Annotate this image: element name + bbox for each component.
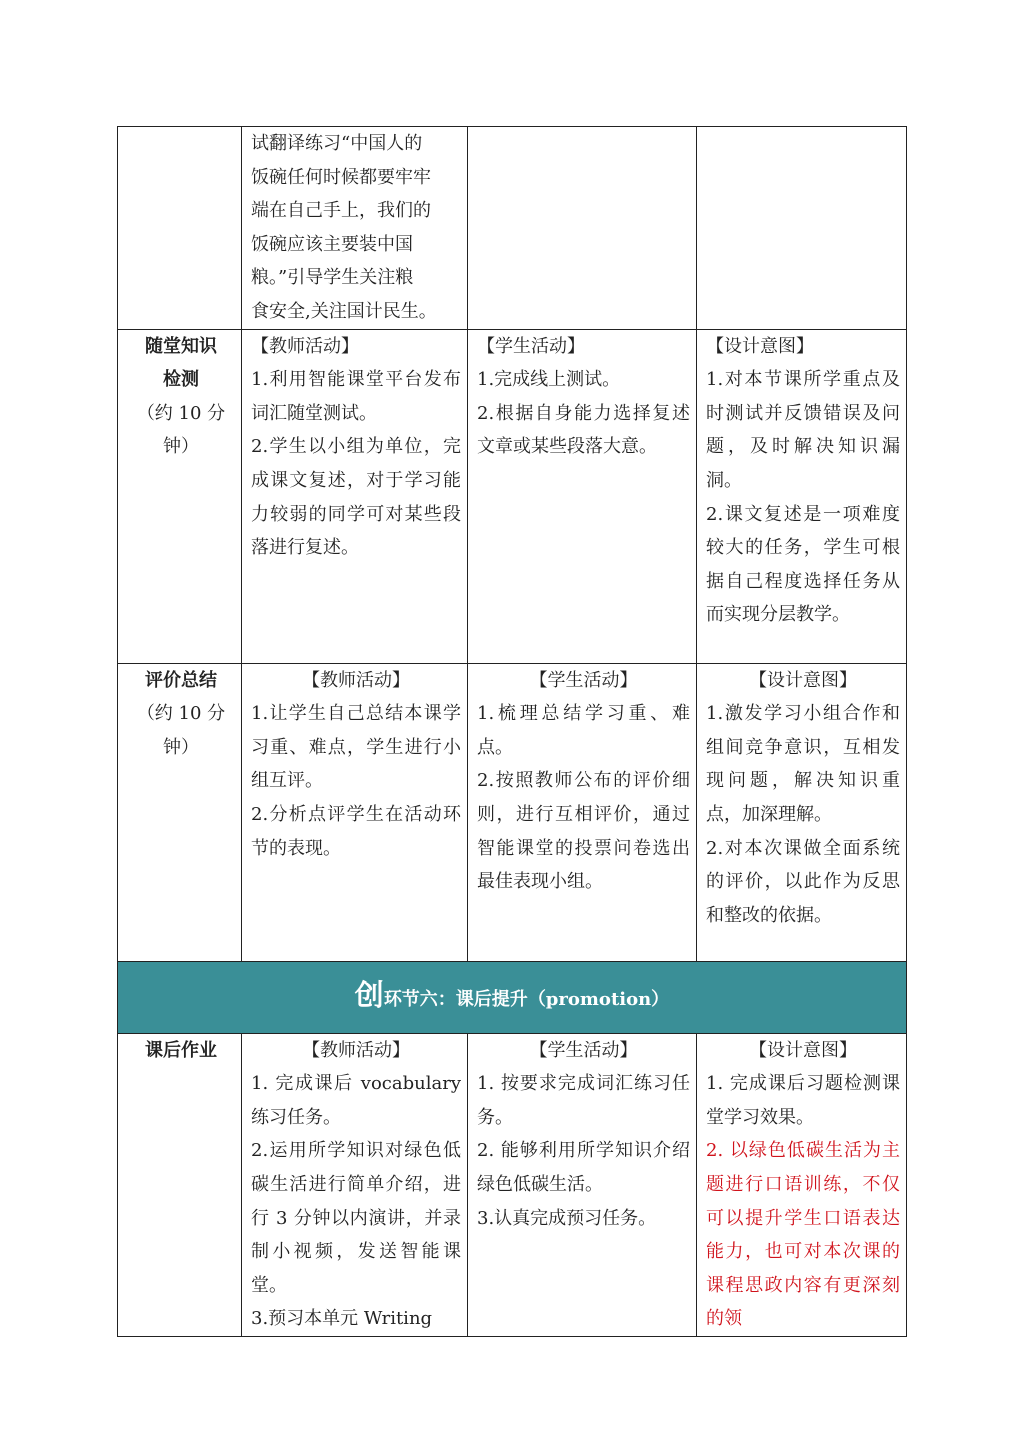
table-row-evaluation-summary bbox=[118, 663, 907, 961]
list-item: 2.分析点评学生在活动环节的表现。 bbox=[251, 803, 461, 859]
list-item: 2. 能够利用所学知识介绍绿色低碳生活。 bbox=[477, 1140, 690, 1195]
list-item: 3.预习本单元 Writing bbox=[251, 1308, 433, 1330]
teacher-activity-heading: 【教师活动】 bbox=[251, 335, 359, 357]
text-line: 试翻译练习“中国人的 bbox=[251, 133, 423, 154]
row-label-empty bbox=[118, 127, 242, 330]
student-activity-heading: 【学生活动】 bbox=[529, 669, 638, 691]
list-item: 2.根据自身能力选择复述文章或某些段落大意。 bbox=[477, 402, 690, 458]
row-label-knowledge-check bbox=[118, 329, 242, 663]
list-item: 1.梳理总结学习重、难点。 bbox=[477, 703, 690, 758]
text-line: 饭碗任何时候都要牢牢 bbox=[251, 166, 431, 188]
teacher-activity-cell bbox=[242, 329, 468, 663]
teacher-activity-heading: 【教师活动】 bbox=[302, 1039, 410, 1061]
design-intent-heading: 【设计意图】 bbox=[706, 335, 814, 357]
design-intent-cell bbox=[697, 329, 907, 663]
text-line: 粮。”引导学生关注粮 bbox=[251, 267, 414, 289]
row-label-evaluation-summary bbox=[118, 663, 242, 961]
teacher-activity-cell bbox=[242, 1033, 468, 1336]
list-item: 1. 完成课后习题检测课堂学习效果。 bbox=[706, 1073, 900, 1128]
list-item: 1.让学生自己总结本课学习重、难点，学生进行小组互评。 bbox=[251, 703, 461, 792]
student-activity-cell-empty bbox=[468, 127, 697, 330]
teacher-activity-cell bbox=[242, 663, 468, 961]
list-item: 1.利用智能课堂平台发布词汇随堂测试。 bbox=[251, 369, 461, 424]
design-intent-cell bbox=[697, 1033, 907, 1336]
student-activity-cell bbox=[468, 329, 697, 663]
banner-keyword: 创 bbox=[354, 977, 384, 1012]
design-intent-heading: 【设计意图】 bbox=[749, 669, 857, 691]
label-duration: 钟） bbox=[163, 736, 199, 758]
text-line: 食安全,关注国计民生。 bbox=[251, 300, 437, 322]
lesson-plan-table bbox=[117, 126, 907, 1337]
student-activity-heading: 【学生活动】 bbox=[529, 1039, 638, 1061]
list-item: 1.完成线上测试。 bbox=[477, 369, 621, 391]
list-item: 2.课文复述是一项难度较大的任务，学生可根据自己程度选择任务从而实现分层教学。 bbox=[706, 503, 900, 626]
banner-title: 环节六：课后提升 bbox=[383, 988, 528, 1010]
list-item: 1. 完成课后 vocabulary 练习任务。 bbox=[251, 1073, 461, 1128]
teacher-activity-heading: 【教师活动】 bbox=[302, 669, 410, 691]
label-title: 评价总结 bbox=[145, 669, 217, 691]
list-item: 2.按照教师公布的评价细则，进行互相评价，通过智能课堂的投票问卷选出最佳表现小组。 bbox=[477, 770, 690, 893]
text-line: 饭碗应该主要装中国 bbox=[251, 233, 413, 255]
list-item: 1. 按要求完成词汇练习任务。 bbox=[477, 1073, 690, 1128]
label-title: 课后作业 bbox=[145, 1039, 217, 1061]
student-activity-cell bbox=[468, 663, 697, 961]
list-item: 1.对本节课所学重点及时测试并反馈错误及问题，及时解决知识漏洞。 bbox=[706, 369, 900, 491]
label-title: 随堂知识 bbox=[145, 335, 217, 357]
design-intent-cell-empty bbox=[697, 127, 907, 330]
list-item: 3.认真完成预习任务。 bbox=[477, 1207, 657, 1229]
list-item-highlighted: 2. 以绿色低碳生活为主题进行口语训练，不仅可以提升学生口语表达能力，也可对本次课的课程思政内容有更深刻的领 bbox=[706, 1140, 900, 1330]
table-row-homework bbox=[118, 1033, 907, 1336]
label-duration: 钟） bbox=[163, 436, 199, 458]
row-label-homework bbox=[118, 1033, 242, 1336]
text-line: 端在自己手上，我们的 bbox=[251, 200, 431, 222]
section-banner-cell bbox=[118, 961, 907, 1033]
student-activity-cell bbox=[468, 1033, 697, 1336]
label-title: 检测 bbox=[163, 369, 199, 391]
list-item: 1.激发学习小组合作和组间竞争意识，互相发现问题，解决知识重点，加深理解。 bbox=[706, 703, 900, 825]
teacher-activity-cell bbox=[242, 127, 468, 330]
list-item: 2.运用所学知识对绿色低碳生活进行简单介绍，进行 3 分钟以内演讲，并录制小视频，发送智能课堂。 bbox=[251, 1140, 461, 1296]
label-duration: （约 10 分 bbox=[136, 402, 226, 424]
design-intent-cell bbox=[697, 663, 907, 961]
banner-english-title: （promotion） bbox=[527, 988, 670, 1010]
design-intent-heading: 【设计意图】 bbox=[749, 1039, 857, 1061]
list-item: 2.学生以小组为单位，完成课文复述，对于学习能力较弱的同学可对某些段落进行复述。 bbox=[251, 436, 461, 559]
student-activity-heading: 【学生活动】 bbox=[477, 335, 585, 357]
list-item: 2.对本次课做全面系统的评价，以此作为反思和整改的依据。 bbox=[706, 837, 900, 926]
section-banner bbox=[118, 961, 907, 1033]
table-row-knowledge-check bbox=[118, 329, 907, 663]
label-duration: （约 10 分 bbox=[136, 703, 226, 725]
table-row-continuation bbox=[118, 127, 907, 330]
